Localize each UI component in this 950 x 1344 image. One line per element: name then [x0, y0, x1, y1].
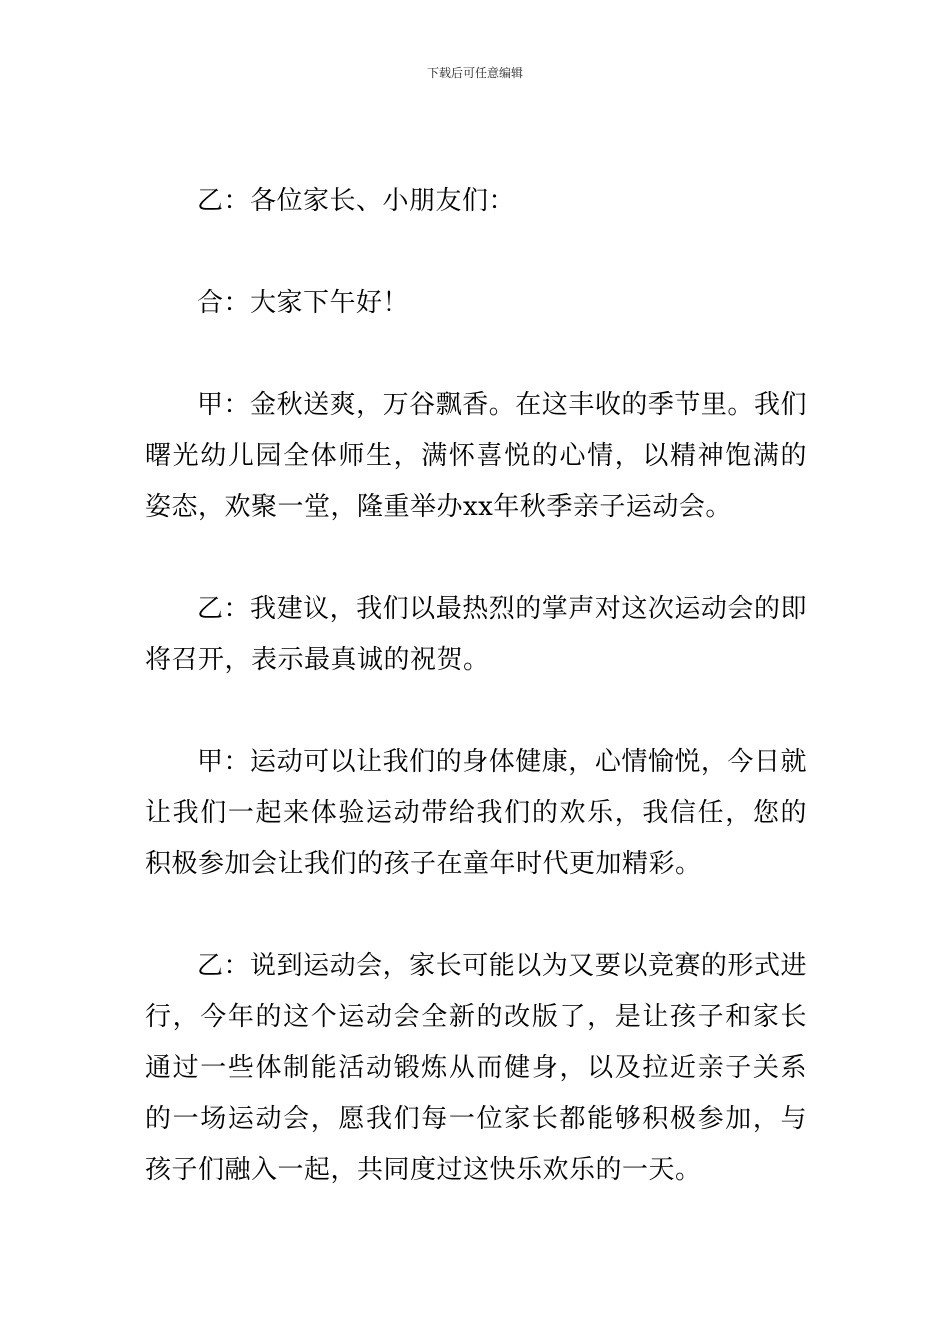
paragraph-6	[145, 941, 807, 1196]
paragraph-3	[145, 380, 807, 533]
paragraph-text: 说到运动会，家长可能以为又要以竞赛的形式进行，今年的这个运动会全新的改版了，是让孩子和家长通过一些体制能活动锻炼从而健身，以及拉近亲子关系的一场运动会，愿我们每一位家长都能够积极参加，与孩子们融入一起，共同度过这快乐欢乐的一天。	[145, 951, 807, 1185]
paragraph-text: 运动可以让我们的身体健康，心情愉悦，今日就让我们一起来体验运动带给我们的欢乐，我信任，您的积极参加会让我们的孩子在童年时代更加精彩。	[145, 747, 807, 879]
document-body	[145, 176, 807, 1196]
speaker-label: 甲：	[197, 747, 251, 777]
speaker-label: 乙：	[197, 186, 251, 216]
paragraph-4	[145, 584, 807, 686]
speaker-label: 乙：	[197, 951, 251, 981]
paragraph-text: 金秋送爽，万谷飘香。在这丰收的季节里。我们曙光幼儿园全体师生，满怀喜悦的心情，以精神饱满的姿态，欢聚一堂，隆重举办xx年秋季亲子运动会。	[145, 390, 807, 522]
speaker-label: 合：	[197, 288, 251, 318]
paragraph-2	[145, 278, 807, 329]
paragraph-text: 大家下午好！	[250, 288, 410, 318]
paragraph-text: 各位家长、小朋友们：	[250, 186, 516, 216]
page-header-note: 下载后可任意编辑	[426, 66, 523, 80]
paragraph-1	[145, 176, 807, 227]
paragraph-5	[145, 737, 807, 890]
speaker-label: 乙：	[197, 594, 251, 624]
speaker-label: 甲：	[197, 390, 251, 420]
paragraph-text: 我建议，我们以最热烈的掌声对这次运动会的即将召开，表示最真诚的祝贺。	[145, 594, 807, 675]
